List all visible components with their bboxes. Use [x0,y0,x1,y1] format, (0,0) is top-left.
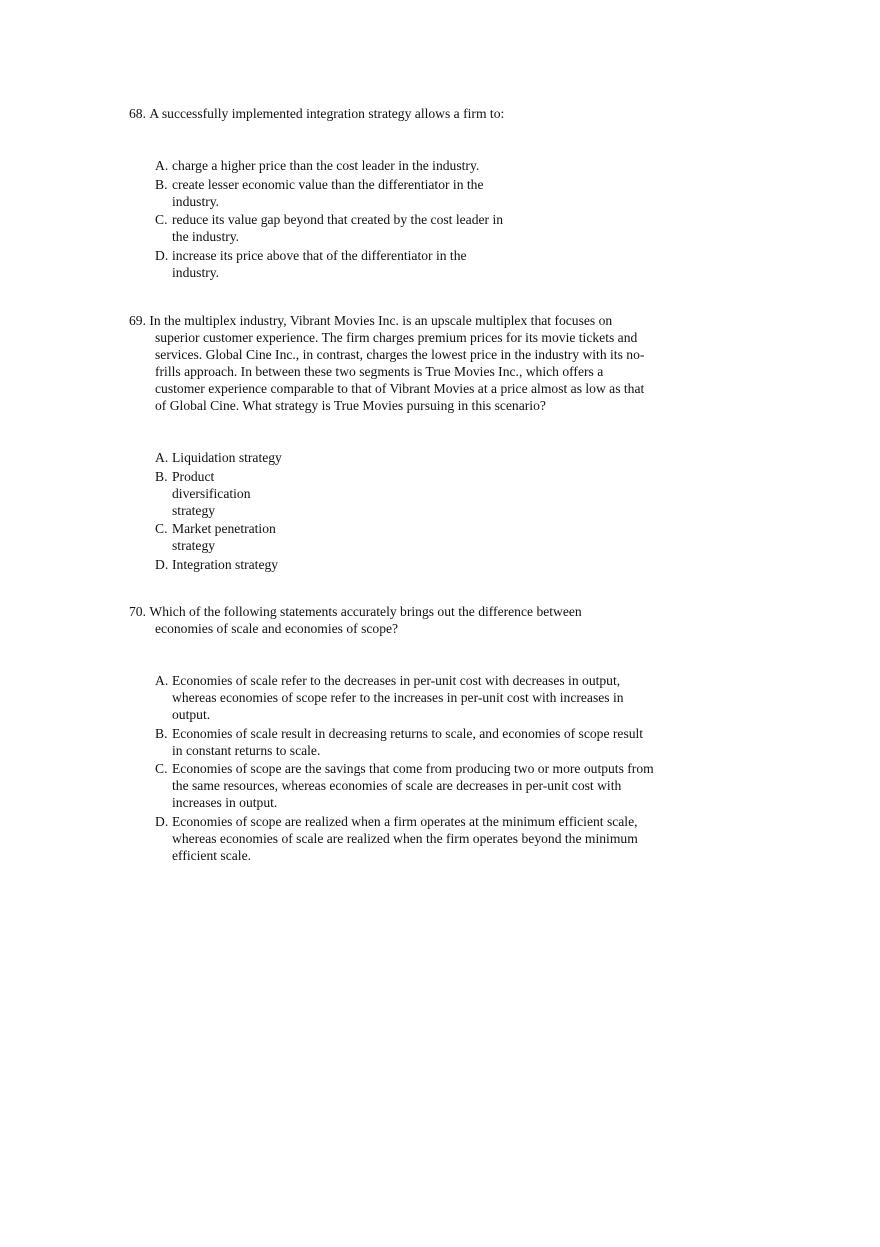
question-stem [129,603,629,637]
option-b [155,176,505,210]
option-letter: B. [155,176,168,192]
option-text: create lesser economic value than the differentiator in the industry. [172,176,484,209]
option-letter: B. [155,468,168,484]
option-text: Economies of scope are realized when a firm operates at the minimum efficient scale, whereas economies of scale are realized when the firm operates beyond the minimum efficient scale. [172,813,638,863]
option-letter: D. [155,813,169,829]
options-list [155,672,655,864]
option-d [155,247,505,281]
question-68 [129,105,505,282]
options-list [155,449,290,573]
option-a [155,449,290,466]
option-text: charge a higher price than the cost leader in the industry. [172,158,480,173]
question-stem [129,312,654,414]
question-number: 70. [129,604,146,619]
question-number: 69. [129,313,146,328]
option-b [155,468,290,519]
option-letter: C. [155,761,168,776]
question-69 [129,312,654,574]
option-text: Economies of scope are the savings that come from producing two or more outputs from the same resources, whereas economies of scale are decreases in per-unit cost with increases in output. [172,761,654,810]
option-c [155,760,655,811]
option-text: Economies of scale refer to the decreases in per-unit cost with decreases in output, whereas economies of scope refer to the increases in per-unit cost with increases in output. [172,673,624,722]
option-letter: D. [155,556,169,572]
option-text: reduce its value gap beyond that created by the cost leader in the industry. [172,212,504,244]
option-text: increase its price above that of the differentiator in the industry. [172,247,467,280]
question-70 [129,603,654,865]
option-c [155,520,290,554]
option-letter: B. [155,725,168,741]
question-text: Which of the following statements accurately brings out the difference between economies of scale and economies of scope? [149,604,582,636]
option-letter: A. [155,450,169,465]
question-stem [129,105,505,122]
option-c [155,211,505,245]
options-list [155,157,505,281]
option-letter: D. [155,247,169,263]
option-a [155,157,505,174]
option-text: Integration strategy [172,556,279,572]
option-text: Product diversification strategy [172,468,251,518]
question-text: A successfully implemented integration strategy allows a firm to: [149,106,505,121]
option-d [155,813,655,864]
option-letter: C. [155,212,168,227]
option-letter: C. [155,521,168,536]
option-b [155,725,655,759]
option-letter: A. [155,673,169,688]
question-text: In the multiplex industry, Vibrant Movies Inc. is an upscale multiplex that focuses on superior customer experience. The firm charges premium prices for its movie tickets and services. Global Cine Inc., in contrast, charges the lowest price in the industry with its no-frills approach. In between these two segments is True Movies Inc., which offers a customer experience comparable to that of Vibrant Movies at a price almost as low as that of Global Cine. What strategy is True Movies pursuing in this scenario? [149,313,645,413]
option-d [155,556,290,573]
option-text: Liquidation strategy [172,450,282,465]
option-text: Market penetration strategy [172,521,276,553]
option-letter: A. [155,158,169,173]
question-number: 68. [129,106,146,121]
option-text: Economies of scale result in decreasing returns to scale, and economies of scope result in constant returns to scale. [172,725,644,758]
option-a [155,672,655,723]
